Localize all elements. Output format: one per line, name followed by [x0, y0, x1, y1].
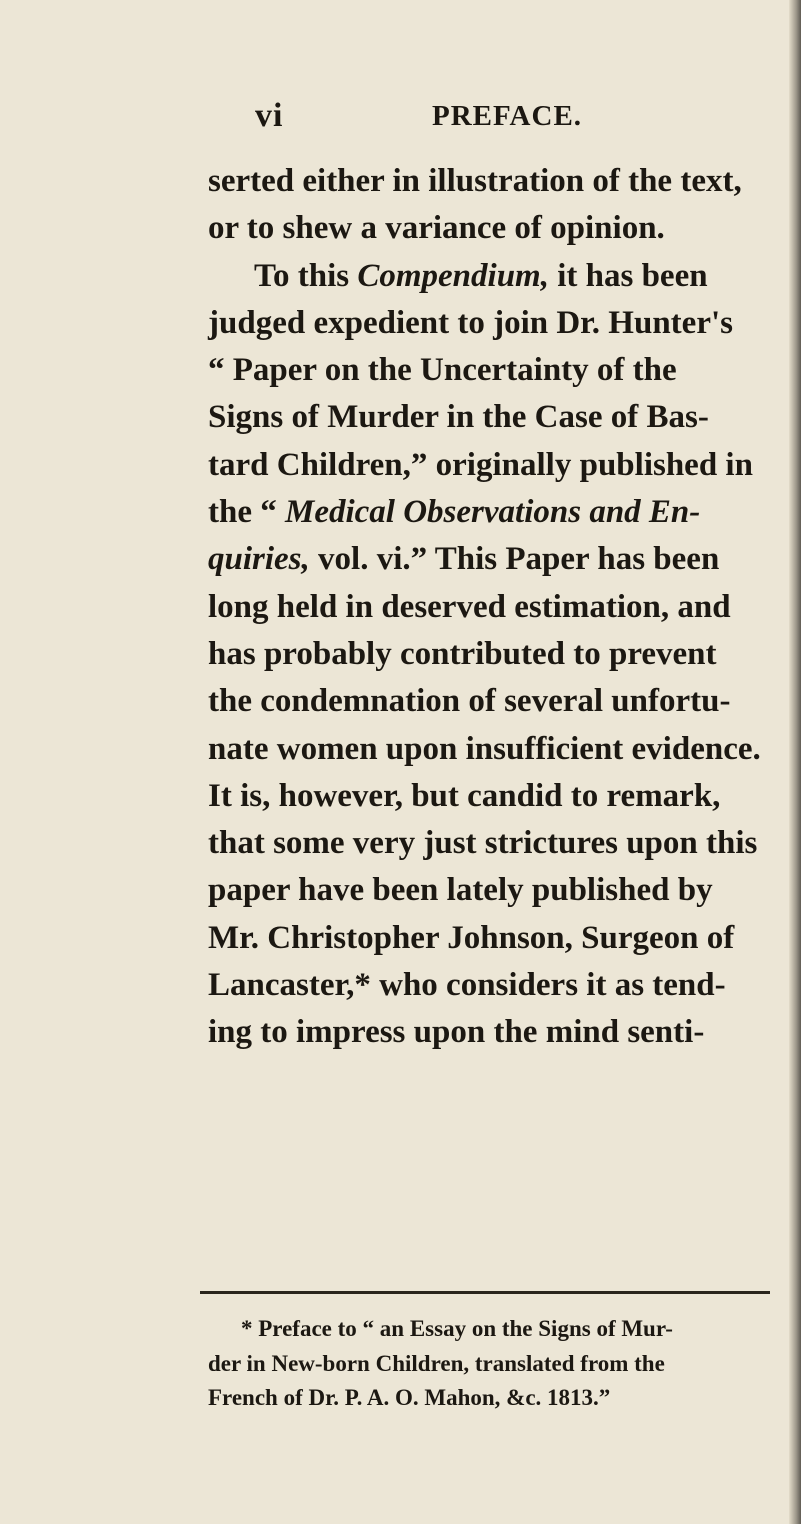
footnote — [208, 1312, 788, 1416]
text-run: it has been — [548, 257, 708, 294]
page-header — [0, 0, 801, 150]
italic-quiries: quiries, — [208, 541, 310, 578]
footnote-line: * Preface to “ an Essay on the Signs of Mur- — [241, 1316, 673, 1341]
text-line: paper have been lately published by — [208, 872, 713, 909]
text-line: nate women upon insufficient evidence. — [208, 730, 761, 767]
text-line: judged expedient to join Dr. Hunter's — [208, 304, 733, 341]
page-number: vi — [255, 97, 284, 134]
text-line: the condemnation of several unfortu- — [208, 683, 731, 720]
text-line: tard Children,” originally published in — [208, 446, 753, 483]
text-line: or to shew a variance of opinion. — [208, 210, 665, 247]
text-line: Mr. Christopher Johnson, Surgeon of — [208, 919, 735, 956]
text-line: long held in deserved estimation, and — [208, 588, 731, 625]
footnote-line: French of Dr. P. A. O. Mahon, &c. 1813.” — [208, 1385, 611, 1410]
text-line: has probably contributed to prevent — [208, 635, 717, 672]
footnote-rule — [200, 1291, 770, 1294]
italic-medical-observations: Medical Observations and En- — [285, 494, 701, 531]
text-line: that some very just strictures upon this — [208, 825, 758, 862]
text-line: It is, however, but candid to remark, — [208, 777, 721, 814]
running-head: PREFACE. — [432, 100, 583, 132]
body-text — [208, 158, 788, 1057]
italic-compendium: Compendium, — [357, 257, 549, 294]
text-line: Lancaster,* who considers it as tend- — [208, 967, 726, 1004]
text-run: To this — [254, 257, 358, 294]
text-line — [208, 489, 788, 536]
text-line: ing to impress upon the mind senti- — [208, 1014, 705, 1051]
text-line: Signs of Murder in the Case of Bas- — [208, 399, 709, 436]
page-edge-shadow — [789, 0, 801, 1524]
text-run: vol. vi.” This Paper has been — [309, 541, 720, 578]
footnote-line: der in New-born Children, translated from the — [208, 1350, 665, 1376]
text-run: the “ — [208, 494, 285, 531]
text-line: “ Paper on the Uncertainty of the — [208, 352, 677, 389]
text-line — [208, 253, 788, 300]
text-line: serted either in illustration of the text, — [208, 163, 742, 199]
text-line — [208, 536, 788, 583]
